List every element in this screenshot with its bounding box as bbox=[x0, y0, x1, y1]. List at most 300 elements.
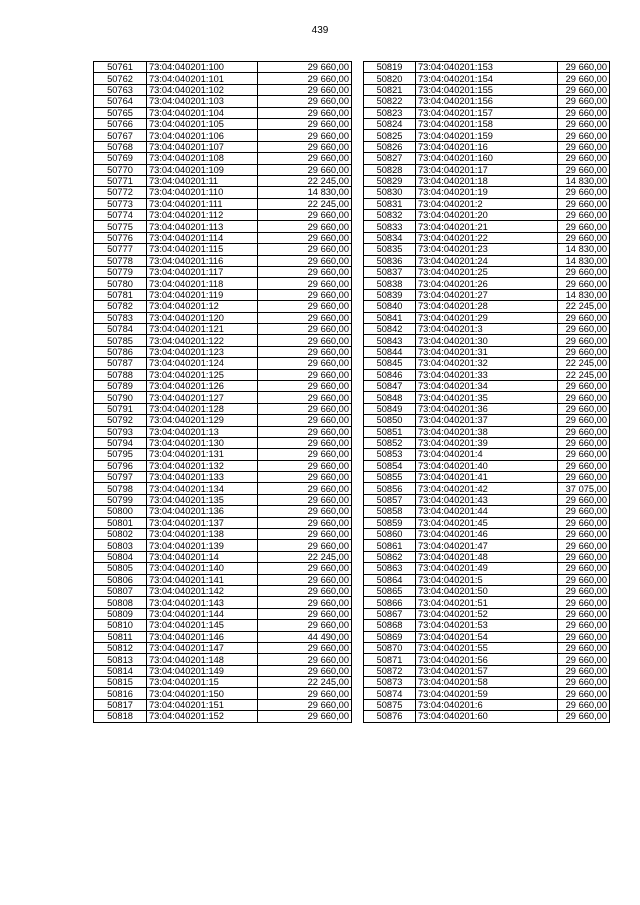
value-cell: 29 660,00 bbox=[258, 608, 352, 619]
table-row bbox=[364, 688, 610, 699]
table-row bbox=[364, 529, 610, 540]
table-row bbox=[94, 540, 352, 551]
value-cell: 37 075,00 bbox=[558, 483, 610, 494]
row-number-cell: 50767 bbox=[94, 130, 147, 141]
value-cell: 29 660,00 bbox=[558, 517, 610, 528]
table-row bbox=[364, 278, 610, 289]
row-number-cell: 50845 bbox=[364, 358, 416, 369]
value-cell: 29 660,00 bbox=[558, 620, 610, 631]
row-number-cell: 50814 bbox=[94, 665, 147, 676]
cadastral-number-cell: 73:04:040201:155 bbox=[416, 84, 558, 95]
row-number-cell: 50835 bbox=[364, 244, 416, 255]
table-row bbox=[364, 153, 610, 164]
value-cell: 29 660,00 bbox=[258, 312, 352, 323]
row-number-cell: 50843 bbox=[364, 335, 416, 346]
cadastral-number-cell: 73:04:040201:15 bbox=[147, 677, 258, 688]
table-row bbox=[364, 73, 610, 84]
row-number-cell: 50859 bbox=[364, 517, 416, 528]
row-number-cell: 50779 bbox=[94, 267, 147, 278]
row-number-cell: 50840 bbox=[364, 301, 416, 312]
table-row bbox=[364, 449, 610, 460]
cadastral-number-cell: 73:04:040201:136 bbox=[147, 506, 258, 517]
table-row bbox=[94, 267, 352, 278]
value-cell: 29 660,00 bbox=[558, 130, 610, 141]
table-row bbox=[364, 574, 610, 585]
value-cell: 29 660,00 bbox=[258, 289, 352, 300]
value-cell: 29 660,00 bbox=[558, 312, 610, 323]
value-cell: 14 830,00 bbox=[558, 175, 610, 186]
value-cell: 29 660,00 bbox=[258, 62, 352, 73]
row-number-cell: 50866 bbox=[364, 597, 416, 608]
cadastral-number-cell: 73:04:040201:35 bbox=[416, 392, 558, 403]
cadastral-number-cell: 73:04:040201:119 bbox=[147, 289, 258, 300]
cadastral-number-cell: 73:04:040201:128 bbox=[147, 403, 258, 414]
cadastral-number-cell: 73:04:040201:43 bbox=[416, 494, 558, 505]
row-number-cell: 50762 bbox=[94, 73, 147, 84]
row-number-cell: 50841 bbox=[364, 312, 416, 323]
row-number-cell: 50816 bbox=[94, 688, 147, 699]
row-number-cell: 50778 bbox=[94, 255, 147, 266]
cadastral-number-cell: 73:04:040201:48 bbox=[416, 551, 558, 562]
row-number-cell: 50807 bbox=[94, 585, 147, 596]
value-cell: 29 660,00 bbox=[558, 642, 610, 653]
value-cell: 29 660,00 bbox=[558, 232, 610, 243]
cadastral-number-cell: 73:04:040201:141 bbox=[147, 574, 258, 585]
cadastral-number-cell: 73:04:040201:45 bbox=[416, 517, 558, 528]
cadastral-number-cell: 73:04:040201:159 bbox=[416, 130, 558, 141]
row-number-cell: 50837 bbox=[364, 267, 416, 278]
value-cell: 29 660,00 bbox=[258, 642, 352, 653]
cadastral-number-cell: 73:04:040201:150 bbox=[147, 688, 258, 699]
table-row bbox=[94, 289, 352, 300]
row-number-cell: 50844 bbox=[364, 346, 416, 357]
table-row bbox=[364, 608, 610, 619]
table-row bbox=[364, 517, 610, 528]
cadastral-number-cell: 73:04:040201:117 bbox=[147, 267, 258, 278]
row-number-cell: 50774 bbox=[94, 210, 147, 221]
value-cell: 29 660,00 bbox=[258, 267, 352, 278]
table-row bbox=[364, 483, 610, 494]
cadastral-number-cell: 73:04:040201:5 bbox=[416, 574, 558, 585]
table-row bbox=[94, 358, 352, 369]
value-cell: 29 660,00 bbox=[558, 278, 610, 289]
value-cell: 29 660,00 bbox=[258, 654, 352, 665]
value-cell: 29 660,00 bbox=[258, 392, 352, 403]
value-cell: 29 660,00 bbox=[558, 551, 610, 562]
value-cell: 29 660,00 bbox=[558, 96, 610, 107]
table-row bbox=[364, 84, 610, 95]
value-cell: 22 245,00 bbox=[258, 198, 352, 209]
value-cell: 29 660,00 bbox=[258, 301, 352, 312]
cadastral-number-cell: 73:04:040201:20 bbox=[416, 210, 558, 221]
value-cell: 29 660,00 bbox=[558, 153, 610, 164]
row-number-cell: 50784 bbox=[94, 323, 147, 334]
table-row bbox=[94, 665, 352, 676]
value-cell: 29 660,00 bbox=[558, 608, 610, 619]
value-cell: 29 660,00 bbox=[258, 563, 352, 574]
cadastral-number-cell: 73:04:040201:59 bbox=[416, 688, 558, 699]
row-number-cell: 50832 bbox=[364, 210, 416, 221]
row-number-cell: 50815 bbox=[94, 677, 147, 688]
cadastral-number-cell: 73:04:040201:153 bbox=[416, 62, 558, 73]
row-number-cell: 50872 bbox=[364, 665, 416, 676]
value-cell: 29 660,00 bbox=[258, 84, 352, 95]
table-row bbox=[94, 301, 352, 312]
row-number-cell: 50864 bbox=[364, 574, 416, 585]
cadastral-number-cell: 73:04:040201:114 bbox=[147, 232, 258, 243]
row-number-cell: 50796 bbox=[94, 460, 147, 471]
table-row bbox=[94, 175, 352, 186]
cadastral-number-cell: 73:04:040201:115 bbox=[147, 244, 258, 255]
table-row bbox=[94, 699, 352, 710]
row-number-cell: 50851 bbox=[364, 426, 416, 437]
cadastral-number-cell: 73:04:040201:13 bbox=[147, 426, 258, 437]
row-number-cell: 50800 bbox=[94, 506, 147, 517]
table-row bbox=[94, 255, 352, 266]
row-number-cell: 50875 bbox=[364, 699, 416, 710]
value-cell: 29 660,00 bbox=[258, 483, 352, 494]
value-cell: 29 660,00 bbox=[258, 232, 352, 243]
table-row bbox=[94, 472, 352, 483]
cadastral-number-cell: 73:04:040201:12 bbox=[147, 301, 258, 312]
table-row bbox=[364, 267, 610, 278]
table-row bbox=[364, 665, 610, 676]
row-number-cell: 50786 bbox=[94, 346, 147, 357]
value-cell: 29 660,00 bbox=[258, 244, 352, 255]
table-row bbox=[94, 517, 352, 528]
table-row bbox=[364, 369, 610, 380]
table-row bbox=[364, 403, 610, 414]
cadastral-number-cell: 73:04:040201:104 bbox=[147, 107, 258, 118]
table-row bbox=[94, 164, 352, 175]
row-number-cell: 50794 bbox=[94, 437, 147, 448]
cadastral-number-cell: 73:04:040201:52 bbox=[416, 608, 558, 619]
table-row bbox=[364, 426, 610, 437]
row-number-cell: 50836 bbox=[364, 255, 416, 266]
value-cell: 22 245,00 bbox=[258, 551, 352, 562]
cadastral-number-cell: 73:04:040201:19 bbox=[416, 187, 558, 198]
cadastral-number-cell: 73:04:040201:154 bbox=[416, 73, 558, 84]
cadastral-number-cell: 73:04:040201:11 bbox=[147, 175, 258, 186]
value-cell: 29 660,00 bbox=[258, 529, 352, 540]
row-number-cell: 50857 bbox=[364, 494, 416, 505]
value-cell: 29 660,00 bbox=[258, 346, 352, 357]
table-row bbox=[364, 323, 610, 334]
row-number-cell: 50853 bbox=[364, 449, 416, 460]
table-row bbox=[94, 369, 352, 380]
row-number-cell: 50780 bbox=[94, 278, 147, 289]
cadastral-number-cell: 73:04:040201:137 bbox=[147, 517, 258, 528]
table-row bbox=[364, 597, 610, 608]
value-cell: 29 660,00 bbox=[558, 585, 610, 596]
value-cell: 29 660,00 bbox=[558, 688, 610, 699]
row-number-cell: 50848 bbox=[364, 392, 416, 403]
row-number-cell: 50763 bbox=[94, 84, 147, 95]
row-number-cell: 50876 bbox=[364, 711, 416, 722]
row-number-cell: 50804 bbox=[94, 551, 147, 562]
value-cell: 29 660,00 bbox=[558, 198, 610, 209]
table-row bbox=[364, 506, 610, 517]
table-row bbox=[94, 711, 352, 722]
table-row bbox=[94, 346, 352, 357]
cadastral-number-cell: 73:04:040201:118 bbox=[147, 278, 258, 289]
value-cell: 29 660,00 bbox=[258, 585, 352, 596]
row-number-cell: 50850 bbox=[364, 415, 416, 426]
row-number-cell: 50834 bbox=[364, 232, 416, 243]
cadastral-number-cell: 73:04:040201:140 bbox=[147, 563, 258, 574]
cadastral-number-cell: 73:04:040201:51 bbox=[416, 597, 558, 608]
value-cell: 29 660,00 bbox=[258, 335, 352, 346]
value-cell: 29 660,00 bbox=[258, 380, 352, 391]
row-number-cell: 50822 bbox=[364, 96, 416, 107]
row-number-cell: 50810 bbox=[94, 620, 147, 631]
table-row bbox=[94, 130, 352, 141]
cadastral-number-cell: 73:04:040201:57 bbox=[416, 665, 558, 676]
value-cell: 29 660,00 bbox=[558, 540, 610, 551]
row-number-cell: 50869 bbox=[364, 631, 416, 642]
value-cell: 14 830,00 bbox=[558, 289, 610, 300]
value-cell: 29 660,00 bbox=[258, 449, 352, 460]
value-cell: 29 660,00 bbox=[258, 597, 352, 608]
value-cell: 29 660,00 bbox=[258, 73, 352, 84]
value-cell: 14 830,00 bbox=[258, 187, 352, 198]
cadastral-number-cell: 73:04:040201:55 bbox=[416, 642, 558, 653]
row-number-cell: 50790 bbox=[94, 392, 147, 403]
table-row bbox=[94, 460, 352, 471]
value-cell: 29 660,00 bbox=[258, 426, 352, 437]
cadastral-number-cell: 73:04:040201:103 bbox=[147, 96, 258, 107]
row-number-cell: 50847 bbox=[364, 380, 416, 391]
row-number-cell: 50824 bbox=[364, 118, 416, 129]
table-row bbox=[94, 62, 352, 73]
table-right-body bbox=[364, 62, 610, 723]
row-number-cell: 50838 bbox=[364, 278, 416, 289]
value-cell: 29 660,00 bbox=[558, 597, 610, 608]
table-row bbox=[94, 335, 352, 346]
table-row bbox=[94, 323, 352, 334]
row-number-cell: 50825 bbox=[364, 130, 416, 141]
table-row bbox=[94, 437, 352, 448]
table-row bbox=[364, 494, 610, 505]
cadastral-number-cell: 73:04:040201:158 bbox=[416, 118, 558, 129]
row-number-cell: 50777 bbox=[94, 244, 147, 255]
table-row bbox=[94, 187, 352, 198]
cadastral-number-cell: 73:04:040201:41 bbox=[416, 472, 558, 483]
table-row bbox=[364, 585, 610, 596]
value-cell: 29 660,00 bbox=[558, 654, 610, 665]
row-number-cell: 50808 bbox=[94, 597, 147, 608]
cadastral-number-cell: 73:04:040201:54 bbox=[416, 631, 558, 642]
cadastral-number-cell: 73:04:040201:130 bbox=[147, 437, 258, 448]
table-row bbox=[94, 84, 352, 95]
value-cell: 29 660,00 bbox=[558, 164, 610, 175]
table-row bbox=[94, 506, 352, 517]
cadastral-number-cell: 73:04:040201:142 bbox=[147, 585, 258, 596]
row-number-cell: 50830 bbox=[364, 187, 416, 198]
table-row bbox=[94, 597, 352, 608]
cadastral-number-cell: 73:04:040201:18 bbox=[416, 175, 558, 186]
value-cell: 29 660,00 bbox=[558, 107, 610, 118]
cadastral-number-cell: 73:04:040201:21 bbox=[416, 221, 558, 232]
cadastral-number-cell: 73:04:040201:40 bbox=[416, 460, 558, 471]
value-cell: 29 660,00 bbox=[258, 278, 352, 289]
row-number-cell: 50842 bbox=[364, 323, 416, 334]
row-number-cell: 50870 bbox=[364, 642, 416, 653]
cadastral-number-cell: 73:04:040201:135 bbox=[147, 494, 258, 505]
table-row bbox=[364, 107, 610, 118]
cadastral-number-cell: 73:04:040201:116 bbox=[147, 255, 258, 266]
table-row bbox=[364, 563, 610, 574]
value-cell: 29 660,00 bbox=[258, 141, 352, 152]
cadastral-number-cell: 73:04:040201:129 bbox=[147, 415, 258, 426]
row-number-cell: 50768 bbox=[94, 141, 147, 152]
row-number-cell: 50798 bbox=[94, 483, 147, 494]
value-cell: 44 490,00 bbox=[258, 631, 352, 642]
cadastral-number-cell: 73:04:040201:143 bbox=[147, 597, 258, 608]
cadastral-number-cell: 73:04:040201:46 bbox=[416, 529, 558, 540]
value-cell: 29 660,00 bbox=[258, 540, 352, 551]
table-row bbox=[364, 255, 610, 266]
value-cell: 29 660,00 bbox=[558, 403, 610, 414]
value-cell: 29 660,00 bbox=[558, 84, 610, 95]
value-cell: 29 660,00 bbox=[258, 460, 352, 471]
value-cell: 22 245,00 bbox=[258, 677, 352, 688]
cadastral-number-cell: 73:04:040201:26 bbox=[416, 278, 558, 289]
value-cell: 29 660,00 bbox=[258, 164, 352, 175]
table-row bbox=[364, 130, 610, 141]
table-row bbox=[94, 153, 352, 164]
row-number-cell: 50827 bbox=[364, 153, 416, 164]
cadastral-number-cell: 73:04:040201:134 bbox=[147, 483, 258, 494]
row-number-cell: 50803 bbox=[94, 540, 147, 551]
table-row bbox=[94, 574, 352, 585]
table-row bbox=[94, 563, 352, 574]
table-row bbox=[364, 551, 610, 562]
table-row bbox=[94, 551, 352, 562]
value-cell: 22 245,00 bbox=[258, 175, 352, 186]
value-cell: 29 660,00 bbox=[558, 529, 610, 540]
value-cell: 29 660,00 bbox=[558, 460, 610, 471]
table-row bbox=[364, 187, 610, 198]
row-number-cell: 50874 bbox=[364, 688, 416, 699]
table-row bbox=[94, 392, 352, 403]
table-row bbox=[364, 677, 610, 688]
row-number-cell: 50868 bbox=[364, 620, 416, 631]
table-row bbox=[364, 244, 610, 255]
row-number-cell: 50773 bbox=[94, 198, 147, 209]
table-right bbox=[363, 61, 610, 723]
cadastral-number-cell: 73:04:040201:147 bbox=[147, 642, 258, 653]
row-number-cell: 50820 bbox=[364, 73, 416, 84]
value-cell: 29 660,00 bbox=[558, 62, 610, 73]
cadastral-number-cell: 73:04:040201:160 bbox=[416, 153, 558, 164]
cadastral-number-cell: 73:04:040201:138 bbox=[147, 529, 258, 540]
row-number-cell: 50797 bbox=[94, 472, 147, 483]
row-number-cell: 50858 bbox=[364, 506, 416, 517]
cadastral-number-cell: 73:04:040201:132 bbox=[147, 460, 258, 471]
table-row bbox=[94, 244, 352, 255]
value-cell: 29 660,00 bbox=[258, 688, 352, 699]
table-row bbox=[364, 620, 610, 631]
value-cell: 29 660,00 bbox=[258, 665, 352, 676]
row-number-cell: 50792 bbox=[94, 415, 147, 426]
row-number-cell: 50819 bbox=[364, 62, 416, 73]
cadastral-number-cell: 73:04:040201:4 bbox=[416, 449, 558, 460]
cadastral-number-cell: 73:04:040201:125 bbox=[147, 369, 258, 380]
table-row bbox=[94, 654, 352, 665]
table-row bbox=[364, 335, 610, 346]
row-number-cell: 50813 bbox=[94, 654, 147, 665]
table-row bbox=[364, 699, 610, 710]
value-cell: 29 660,00 bbox=[258, 574, 352, 585]
value-cell: 29 660,00 bbox=[558, 472, 610, 483]
value-cell: 29 660,00 bbox=[558, 187, 610, 198]
value-cell: 14 830,00 bbox=[558, 255, 610, 266]
value-cell: 29 660,00 bbox=[258, 415, 352, 426]
cadastral-number-cell: 73:04:040201:42 bbox=[416, 483, 558, 494]
row-number-cell: 50791 bbox=[94, 403, 147, 414]
cadastral-number-cell: 73:04:040201:29 bbox=[416, 312, 558, 323]
value-cell: 29 660,00 bbox=[558, 494, 610, 505]
table-row bbox=[94, 312, 352, 323]
row-number-cell: 50802 bbox=[94, 529, 147, 540]
table-row bbox=[94, 631, 352, 642]
row-number-cell: 50799 bbox=[94, 494, 147, 505]
cadastral-number-cell: 73:04:040201:123 bbox=[147, 346, 258, 357]
value-cell: 29 660,00 bbox=[558, 210, 610, 221]
cadastral-number-cell: 73:04:040201:50 bbox=[416, 585, 558, 596]
row-number-cell: 50821 bbox=[364, 84, 416, 95]
row-number-cell: 50817 bbox=[94, 699, 147, 710]
value-cell: 29 660,00 bbox=[558, 118, 610, 129]
cadastral-number-cell: 73:04:040201:33 bbox=[416, 369, 558, 380]
row-number-cell: 50785 bbox=[94, 335, 147, 346]
table-row bbox=[364, 62, 610, 73]
table-row bbox=[94, 221, 352, 232]
cadastral-number-cell: 73:04:040201:31 bbox=[416, 346, 558, 357]
table-row bbox=[94, 415, 352, 426]
value-cell: 29 660,00 bbox=[258, 472, 352, 483]
row-number-cell: 50849 bbox=[364, 403, 416, 414]
table-row bbox=[364, 358, 610, 369]
cadastral-number-cell: 73:04:040201:127 bbox=[147, 392, 258, 403]
cadastral-number-cell: 73:04:040201:36 bbox=[416, 403, 558, 414]
cadastral-number-cell: 73:04:040201:146 bbox=[147, 631, 258, 642]
cadastral-number-cell: 73:04:040201:105 bbox=[147, 118, 258, 129]
value-cell: 29 660,00 bbox=[558, 267, 610, 278]
row-number-cell: 50776 bbox=[94, 232, 147, 243]
value-cell: 29 660,00 bbox=[558, 221, 610, 232]
row-number-cell: 50789 bbox=[94, 380, 147, 391]
cadastral-number-cell: 73:04:040201:53 bbox=[416, 620, 558, 631]
row-number-cell: 50852 bbox=[364, 437, 416, 448]
table-row bbox=[94, 426, 352, 437]
value-cell: 29 660,00 bbox=[558, 699, 610, 710]
row-number-cell: 50801 bbox=[94, 517, 147, 528]
cadastral-number-cell: 73:04:040201:111 bbox=[147, 198, 258, 209]
value-cell: 29 660,00 bbox=[558, 563, 610, 574]
row-number-cell: 50787 bbox=[94, 358, 147, 369]
cadastral-number-cell: 73:04:040201:120 bbox=[147, 312, 258, 323]
row-number-cell: 50823 bbox=[364, 107, 416, 118]
value-cell: 29 660,00 bbox=[558, 392, 610, 403]
row-number-cell: 50867 bbox=[364, 608, 416, 619]
row-number-cell: 50863 bbox=[364, 563, 416, 574]
table-row bbox=[94, 73, 352, 84]
cadastral-number-cell: 73:04:040201:56 bbox=[416, 654, 558, 665]
table-row bbox=[364, 301, 610, 312]
cadastral-number-cell: 73:04:040201:28 bbox=[416, 301, 558, 312]
